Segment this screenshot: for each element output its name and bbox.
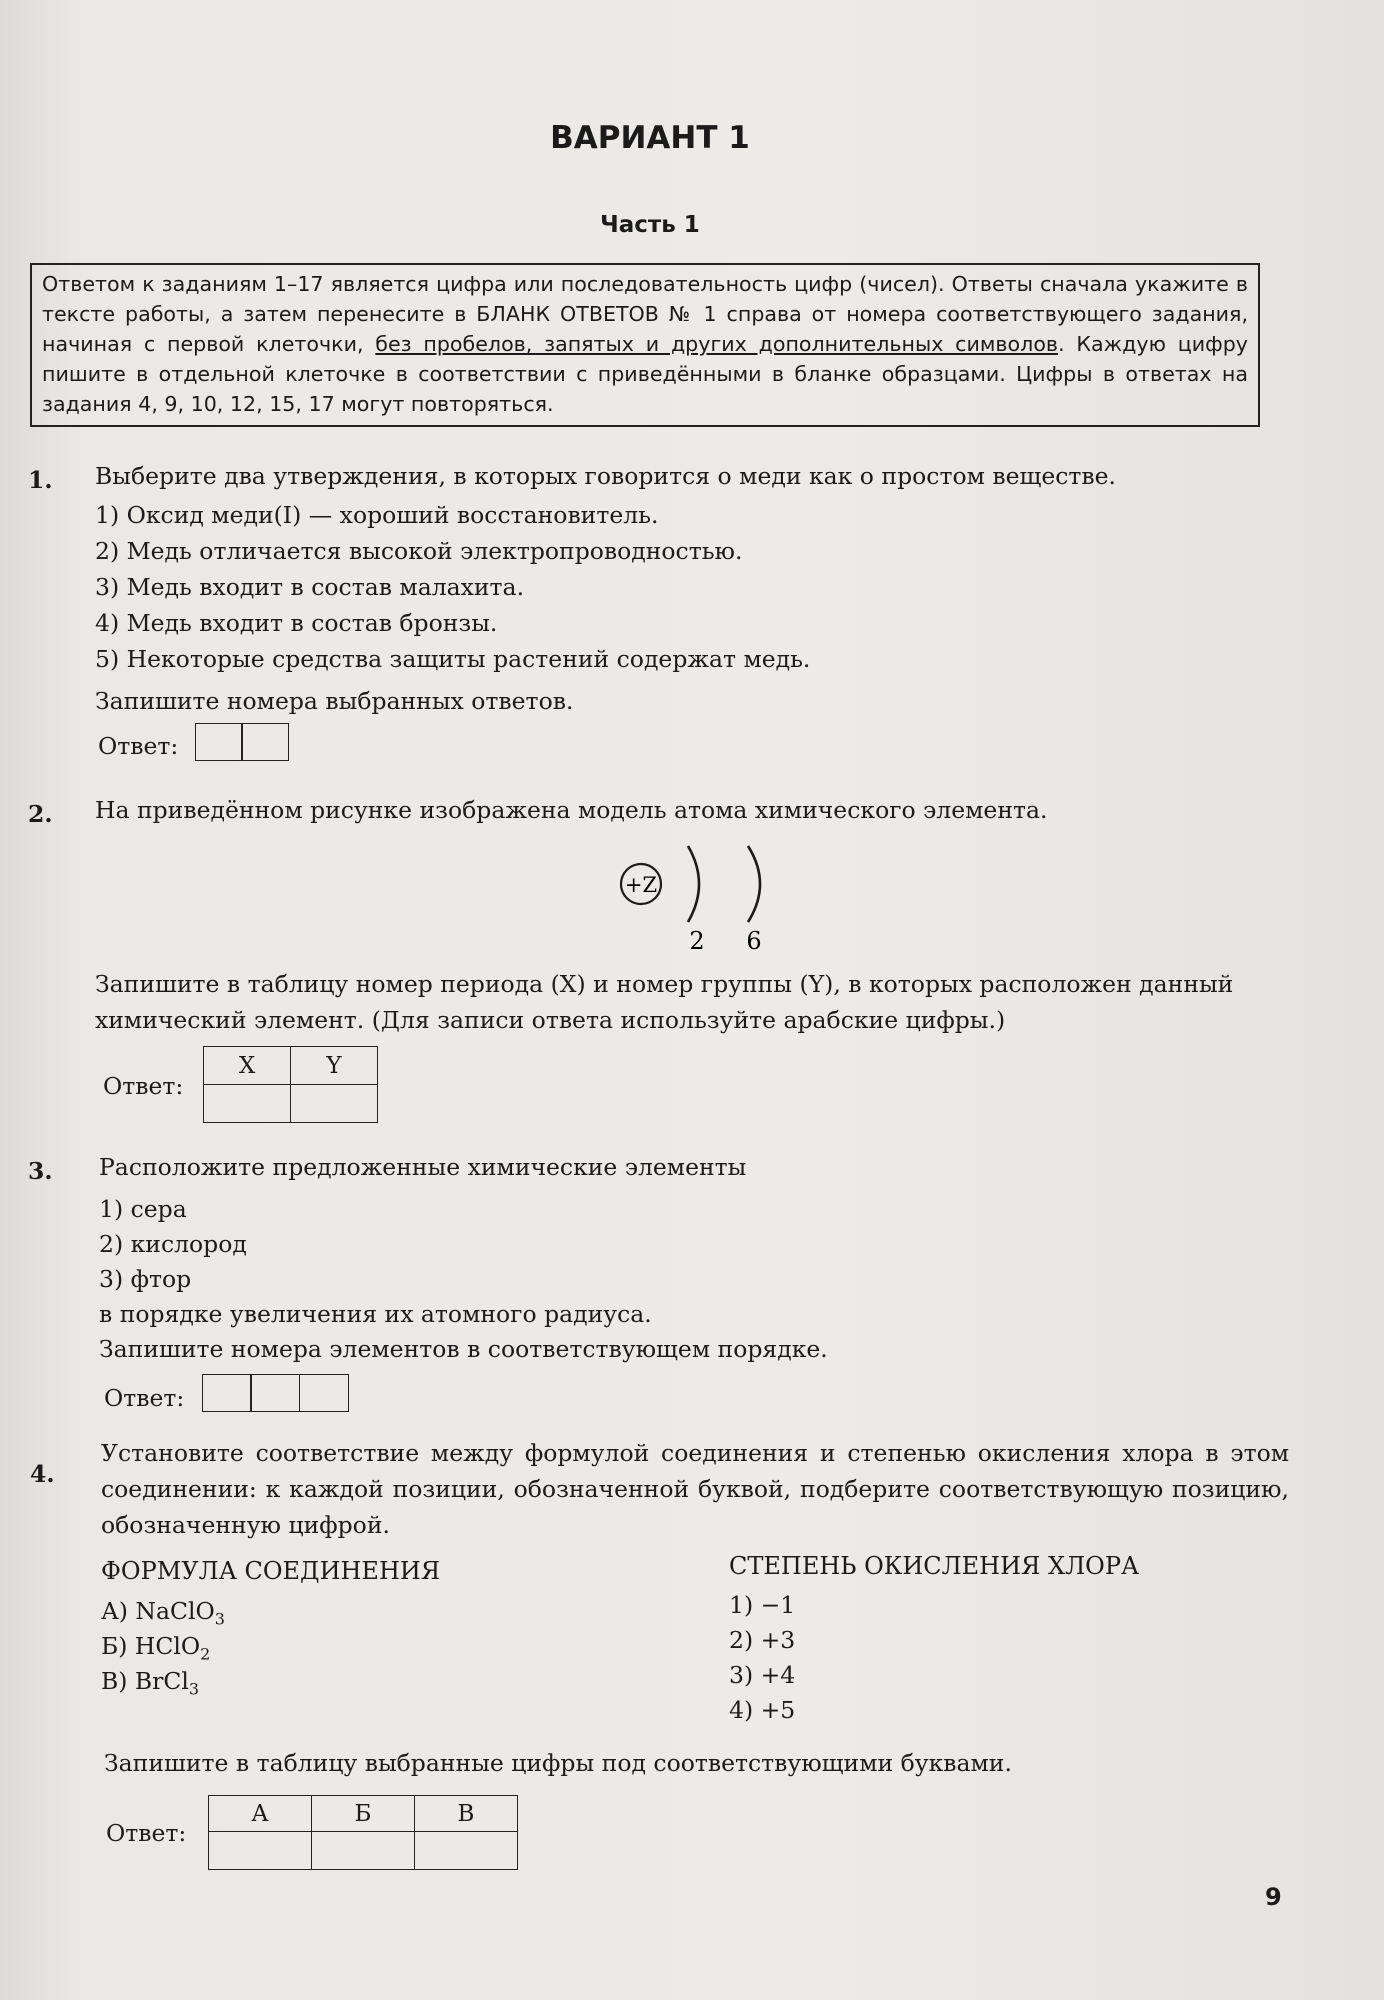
task-2-answer-table [203, 1046, 378, 1123]
task-1-instruction: Запишите номера выбранных ответов. [95, 687, 574, 715]
task-3-instruction: Запишите номера элементов в соответствующем порядке. [99, 1335, 828, 1363]
task-3-order-text: в порядке увеличения их атомного радиуса. [99, 1300, 652, 1328]
column-b-header: Б [312, 1796, 415, 1832]
task-2-question: На приведённом рисунке изображена модель атома химического элемента. [95, 796, 1048, 824]
formula-subscript: 3 [188, 1679, 200, 1699]
part-title: Часть 1 [600, 212, 700, 238]
instructions-box [30, 263, 1260, 427]
answer-cell-a[interactable] [209, 1832, 312, 1870]
task-2-answer-label: Ответ: [103, 1072, 184, 1100]
variant-title: ВАРИАНТ 1 [550, 120, 750, 156]
answer-cell[interactable] [241, 723, 289, 761]
task-4-answer-label: Ответ: [106, 1819, 187, 1847]
formula-text: В) BrCl [101, 1667, 189, 1695]
oxidation-state: 3) +4 [729, 1661, 796, 1689]
oxidation-state: 1) −1 [729, 1591, 796, 1619]
answer-cell[interactable] [195, 723, 243, 761]
task-1-answer-cells[interactable] [196, 723, 289, 761]
electron-shell-1 [688, 846, 699, 922]
page-number: 9 [1265, 1883, 1282, 1911]
answer-cell-c[interactable] [415, 1832, 518, 1870]
task-2-number: 2. [28, 800, 53, 828]
task-3-number: 3. [28, 1157, 53, 1185]
atom-model [600, 838, 780, 958]
task-4-instruction: Запишите в таблицу выбранные цифры под соответствующими буквами. [104, 1749, 1012, 1777]
answer-cell[interactable] [202, 1374, 252, 1412]
answer-cell[interactable] [250, 1374, 300, 1412]
task-1-option: 1) Оксид меди(I) — хороший восстановитель. [95, 501, 659, 529]
task-1-answer-label: Ответ: [98, 732, 179, 760]
task-3-answer-label: Ответ: [104, 1384, 185, 1412]
column-x-header: X [204, 1047, 291, 1085]
task-2-instruction: Запишите в таблицу номер периода (X) и номер группы (Y), в которых расположен данный химический элемент. (Для записи ответа используйте арабские цифры.) [95, 970, 1234, 1034]
task-4-number: 4. [30, 1460, 55, 1488]
task-1-option: 4) Медь входит в состав бронзы. [95, 609, 498, 637]
formula-text: А) NaClO [101, 1597, 215, 1625]
task-4-question: Установите соответствие между формулой соединения и степенью окисления хлора в этом соединении: к каждой позиции, обозначенной буквой, подберите соответствующую позицию, обозначенную цифрой. [101, 1439, 1289, 1539]
answer-cell-x[interactable] [204, 1085, 291, 1123]
column-a-header: А [209, 1796, 312, 1832]
answer-cell-b[interactable] [312, 1832, 415, 1870]
formula-subscript: 2 [200, 1644, 211, 1664]
task-1-option: 2) Медь отличается высокой электропроводностью. [95, 537, 743, 565]
instructions-text-1: Ответом к заданиям 1–17 является цифра или последовательность цифр (чисел). Ответы сначала укажите в тексте работы, а затем перенесите в БЛАНК ОТВЕТОВ № 1 справа от номера соответствующего задания, начиная с первой клеточки, [42, 272, 1248, 356]
formula-subscript: 3 [214, 1609, 225, 1629]
formula-column-header: ФОРМУЛА СОЕДИНЕНИЯ [101, 1557, 441, 1585]
answer-cell-y[interactable] [291, 1085, 378, 1123]
task-1-option: 3) Медь входит в состав малахита. [95, 573, 525, 601]
oxidation-column-header: СТЕПЕНЬ ОКИСЛЕНИЯ ХЛОРА [729, 1552, 1140, 1580]
formula-text: Б) HClO [101, 1632, 201, 1660]
column-y-header: Y [291, 1047, 378, 1085]
task-3-answer-cells[interactable] [203, 1374, 349, 1412]
task-3-option: 3) фтор [99, 1265, 192, 1293]
task-3-option: 2) кислород [99, 1230, 247, 1258]
oxidation-state: 4) +5 [729, 1696, 796, 1724]
task-1-option: 5) Некоторые средства защиты растений содержат медь. [95, 645, 811, 673]
task-4-answer-table [208, 1795, 518, 1870]
instructions-underlined: без пробелов, запятых и других дополнительных символов [375, 332, 1059, 356]
task-3-option: 1) сера [99, 1195, 187, 1223]
column-c-header: В [415, 1796, 518, 1832]
task-1-number: 1. [28, 466, 53, 494]
oxidation-state: 2) +3 [729, 1626, 796, 1654]
task-3-question: Расположите предложенные химические элементы [99, 1153, 747, 1181]
nucleus-label: +Z [624, 873, 658, 897]
formula-item [101, 1663, 199, 1708]
answer-cell[interactable] [299, 1374, 349, 1412]
task-1-question: Выберите два утверждения, в которых говорится о меди как о простом веществе. [95, 462, 1116, 490]
electron-shell-2 [748, 846, 760, 922]
shell-2-electrons: 6 [746, 927, 762, 955]
shell-1-electrons: 2 [689, 927, 705, 955]
instructions-text-2: . Каждую цифру пишите в отдельной клеточке в соответствии с приведёнными в бланке образцами. Цифры в ответах на задания 4, 9, 10, 12, 15, 17 могут повторяться. [42, 332, 1248, 416]
